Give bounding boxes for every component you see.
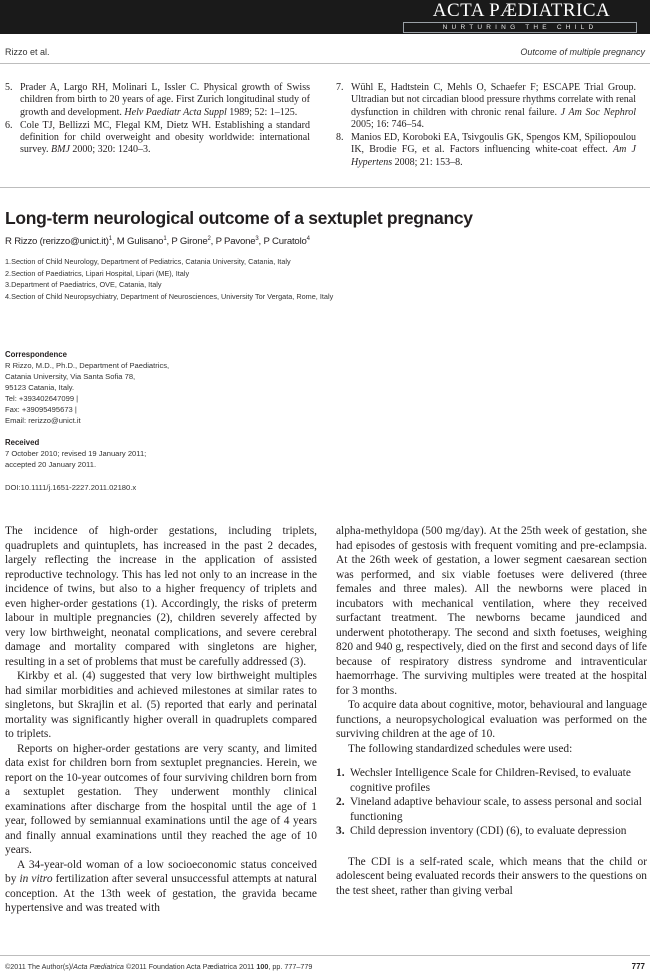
author-affiliation-mark: 3 [255,236,259,242]
correspondence-email: Email: rerizzo@unict.it [5,416,81,425]
author-affiliation-mark: 1 [163,236,167,242]
correspondence-line: R Rizzo, M.D., Ph.D., Department of Paediatrics, [5,361,170,370]
author-name: M Gulisano [116,236,164,248]
author-list: R Rizzo (rerizzo@unict.it)$^1$, M Gulisano$^1$, P Girone$^2$, P Pavone$^3$, P Curatolo$^4$ [5,236,310,248]
schedule-number: 3. [336,825,345,837]
reference-item [336,132,636,169]
reference-journal: J Am Soc Nephrol [560,106,636,118]
affiliation: 4.Section of Child Neuropsychiatry, Department of Neurosciences, University Tor Vergata, Rome, Italy [5,291,334,301]
reference-citation: 2000; 320: 1240–3. [69,144,151,156]
body-paragraph: The CDI is a self-rated scale, which means that the child or adolescent being evaluated records their answers to the questions on the test sheet, rather than giving verbal [336,855,647,897]
section-rule [0,187,650,188]
body-text: fertilization after several unsuccessful attempts at natural conception. At the 13th week of gestation, the gravida became hypertensive and was treated with [5,873,317,914]
article-title: Long-term neurological outcome of a sextuplet pregnancy [5,208,473,228]
reference-citation: 2005; 16: 746–54. [351,118,425,130]
reference-item [336,82,636,131]
volume-number: 100 [256,962,269,971]
reference-number: 5. [5,82,13,93]
reference-number: 6. [5,119,13,131]
schedule-list [336,766,647,839]
reference-text: Wühl E, Hadtstein C, Mehls O, Schaefer F; ESCAPE Trial Group. Ultradian but not circadian blood pressure rhythms correlate with renal dysfunction in children with chronic renal failure. [351,82,636,118]
reference-citation: 1989; 52: 1–125. [226,106,298,118]
reference-journal: Am J Hypertens [351,144,636,168]
body-paragraph: Kirkby et al. (4) suggested that very low birthweight multiples had similar morbidities and achieved milestones at similar rates to singletons, but Skrajlin et al. (5) reported that early and perinatal mortality was significantly higher overall in quadruplets compared to triplets. [5,670,317,740]
schedule-text: Vineland adaptive behaviour scale, to assess personal and social functioning [350,796,642,823]
references-left-column [5,82,310,158]
correspondence-block [5,349,335,426]
schedule-item [336,795,647,824]
doi: DOI:10.1111/j.1651-2227.2011.02180.x [5,483,137,492]
author-name: R Rizzo (rerizzo@unict.it) [5,236,109,248]
correspondence-line: Tel: +393402647099 | [5,394,79,403]
correspondence-line: Fax: +39095495673 | [5,405,77,414]
received-line: 7 October 2010; revised 19 January 2011; [5,449,147,458]
schedule-number: 2. [336,796,345,808]
author-name: P Girone [171,236,208,248]
reference-item [5,82,310,119]
journal-masthead [0,0,650,34]
author-name: P Curatolo [263,236,307,248]
references-right-column [336,82,636,170]
reference-citation: 2008; 21: 153–8. [392,156,463,168]
reference-journal: BMJ [51,144,70,156]
schedule-item [336,824,647,839]
footer-rule [0,955,650,956]
body-paragraph: To acquire data about cognitive, motor, behavioural and language functions, a neuropsychological evaluation was performed on the surviving children at the age of 10. [336,699,647,740]
page-range: , pp. 777–779 [268,962,313,971]
received-line: accepted 20 January 2011. [5,460,97,469]
copyright-journal: Acta Pædiatrica [73,962,124,971]
body-left-column [5,524,317,916]
page-number: 777 [631,962,645,971]
journal-tagline: NURTURING THE CHILD [403,22,637,33]
affiliation: 3.Department of Paediatrics, OVE, Catania, Italy [5,280,162,290]
author-affiliation-mark: 2 [207,236,211,242]
reference-journal: Helv Paediatr Acta Suppl [124,106,227,118]
body-paragraph: Reports on higher-order gestations are very scanty, and limited data exist for children born from sextuplet pregnancies. Herein, we report on the 10-year outcomes of four surviving children born from a sextuplet gestation. They underwent monthly clinical examinations after discharge from the hospital until the age of 1 year, followed by semiannual examinations until the age of 4 years and finally annual examinations until they reached the age of 10 years. [5,742,317,856]
body-text: A 34-year-old woman of a low socioeconomic status conceived by [5,858,317,885]
body-paragraph [5,858,317,916]
received-heading: Received [5,438,40,447]
author-name: P Pavone [215,236,256,248]
header-rule [0,63,650,64]
reference-number: 8. [336,132,344,144]
author-affiliation-mark: 1 [108,236,112,242]
body-italic-term: in vitro [19,873,53,885]
correspondence-heading: Correspondence [5,350,67,359]
running-header-authors: Rizzo et al. [5,47,50,57]
reference-item [5,120,310,157]
body-paragraph: alpha-methyldopa (500 mg/day). At the 25th week of gestation, she had episodes of gestosis with frequent vomiting and pre-eclampsia. At the 26th week of gestation, a lower segment caesarean section was performed, and six viable foetuses were delivered (three females and three males). All the newborns were placed in incubators with mechanical ventilation, where they received surfactant treatment. The newborns became jaundiced and underwent phototherapy. The second and sixth foetuses, weighing 820 and 940 g, respectively, died on the first and second days of life because of respiratory distress syndrome and intraventicular haemorrhage. The surviving multiples were treated at the hospital for 3 months. [336,525,647,697]
body-paragraph: The incidence of high-order gestations, including triplets, quadruplets and quintuplets, has increased in the past 2 decades, largely reflecting the increase in the application of assisted reproductive technology. This has led not only to an increase in the incidence of twins, but also to a higher frequency of triplets and even higher-order gestations (1). Accordingly, the risks of preterm labour in multiple pregnancies (2), children severely affected by very low birthweight, neonatal complications, and severe cerebral damage and mortality compared with singletons are higher, resulting in a set of problems that must be carefully addressed (3). [5,525,317,668]
body-paragraph: The following standardized schedules were used: [348,742,573,755]
schedule-item [336,766,647,795]
body-right-column [336,524,647,898]
reference-text: Manios ED, Koroboki EA, Tsivgoulis GK, Spengos KM, Spiliopoulou IK, Brodie FG, et al. Factors influencing white-coat effect. [351,132,636,156]
affiliation-list [5,256,333,302]
correspondence-line: 95123 Catania, Italy. [5,383,75,392]
schedule-text: Child depression inventory (CDI) (6), to evaluate depression [350,825,627,837]
affiliation: 1.Section of Child Neurology, Department of Pediatrics, Catania University, Catania, Italy [5,257,291,266]
running-header-topic: Outcome of multiple pregnancy [520,47,645,57]
received-block [5,437,335,470]
reference-text: Cole TJ, Bellizzi MC, Flegal KM, Dietz WH. Establishing a standard definition for child overweight and obesity worldwide: international survey. [20,119,310,156]
affiliation: 2.Section of Paediatrics, Lipari Hospital, Lipari (ME), Italy [5,268,190,278]
journal-title: ACTA PÆDIATRICA [432,0,611,21]
copyright-line [5,962,312,971]
reference-text: Prader A, Largo RH, Molinari L, Issler C. Physical growth of Swiss children from birth to 20 years of age. First Zurich longitudinal study of growth and development. [20,82,310,118]
copyright-prefix: ©2011 The Author(s)/ [5,962,74,971]
schedule-number: 1. [336,767,345,779]
author-affiliation-mark: 4 [306,236,310,242]
copyright-middle: ©2011 Foundation Acta Pædiatrica 2011 [123,962,257,971]
schedule-text: Wechsler Intelligence Scale for Children-Revised, to evaluate cognitive profiles [350,767,631,794]
reference-number: 7. [336,82,344,93]
correspondence-line: Catania University, Via Santa Sofia 78, [5,372,136,381]
